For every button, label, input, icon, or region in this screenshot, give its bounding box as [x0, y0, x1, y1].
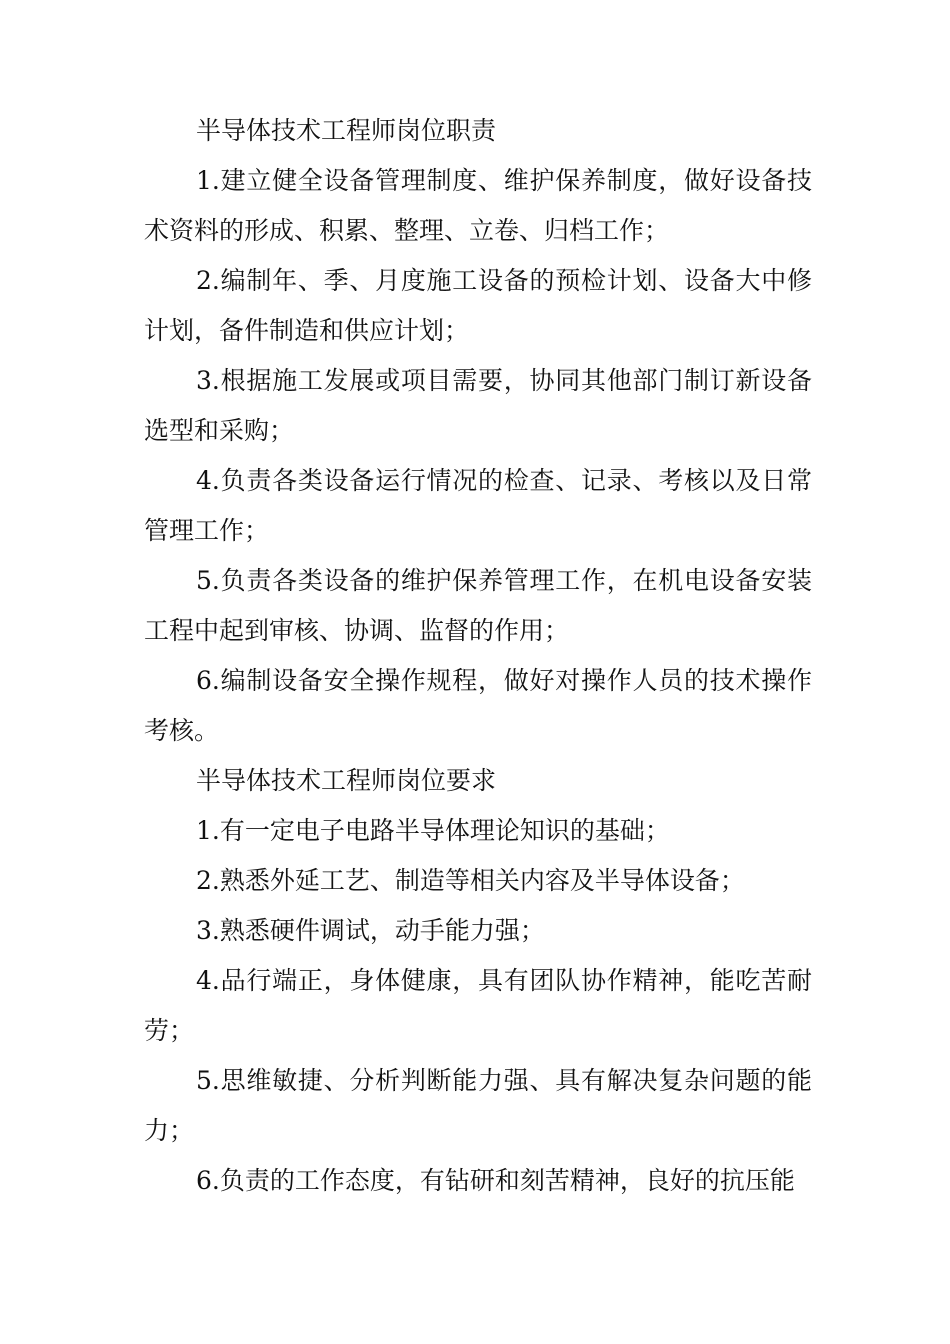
duty-item-2: 2.编制年、季、月度施工设备的预检计划、设备大中修计划，备件制造和供应计划；: [144, 266, 812, 345]
duty-item-1: 1.建立健全设备管理制度、维护保养制度，做好设备技术资料的形成、积累、整理、立卷、归档工作；: [144, 166, 812, 245]
duty-item-4: 4.负责各类设备运行情况的检查、记录、考核以及日常管理工作；: [144, 466, 812, 545]
requirement-item-6: 6.负责的工作态度，有钻研和刻苦精神，良好的抗压能: [196, 1166, 795, 1195]
requirement-item-1: 1.有一定电子电路半导体理论知识的基础；: [196, 816, 670, 845]
section-heading-requirements: 半导体技术工程师岗位要求: [196, 766, 497, 795]
duty-item-6: 6.编制设备安全操作规程，做好对操作人员的技术操作考核。: [144, 666, 812, 745]
requirement-item-4: 4.品行端正，身体健康，具有团队协作精神，能吃苦耐劳；: [144, 966, 812, 1045]
requirement-item-2: 2.熟悉外延工艺、制造等相关内容及半导体设备；: [196, 866, 745, 895]
duty-item-5: 5.负责各类设备的维护保养管理工作，在机电设备安装工程中起到审核、协调、监督的作用；: [144, 566, 812, 645]
section-heading-duties: 半导体技术工程师岗位职责: [196, 116, 497, 145]
requirement-item-5: 5.思维敏捷、分析判断能力强、具有解决复杂问题的能力；: [144, 1066, 812, 1145]
duty-item-3: 3.根据施工发展或项目需要，协同其他部门制订新设备选型和采购；: [144, 366, 812, 445]
requirement-item-3: 3.熟悉硬件调试，动手能力强；: [196, 916, 545, 945]
